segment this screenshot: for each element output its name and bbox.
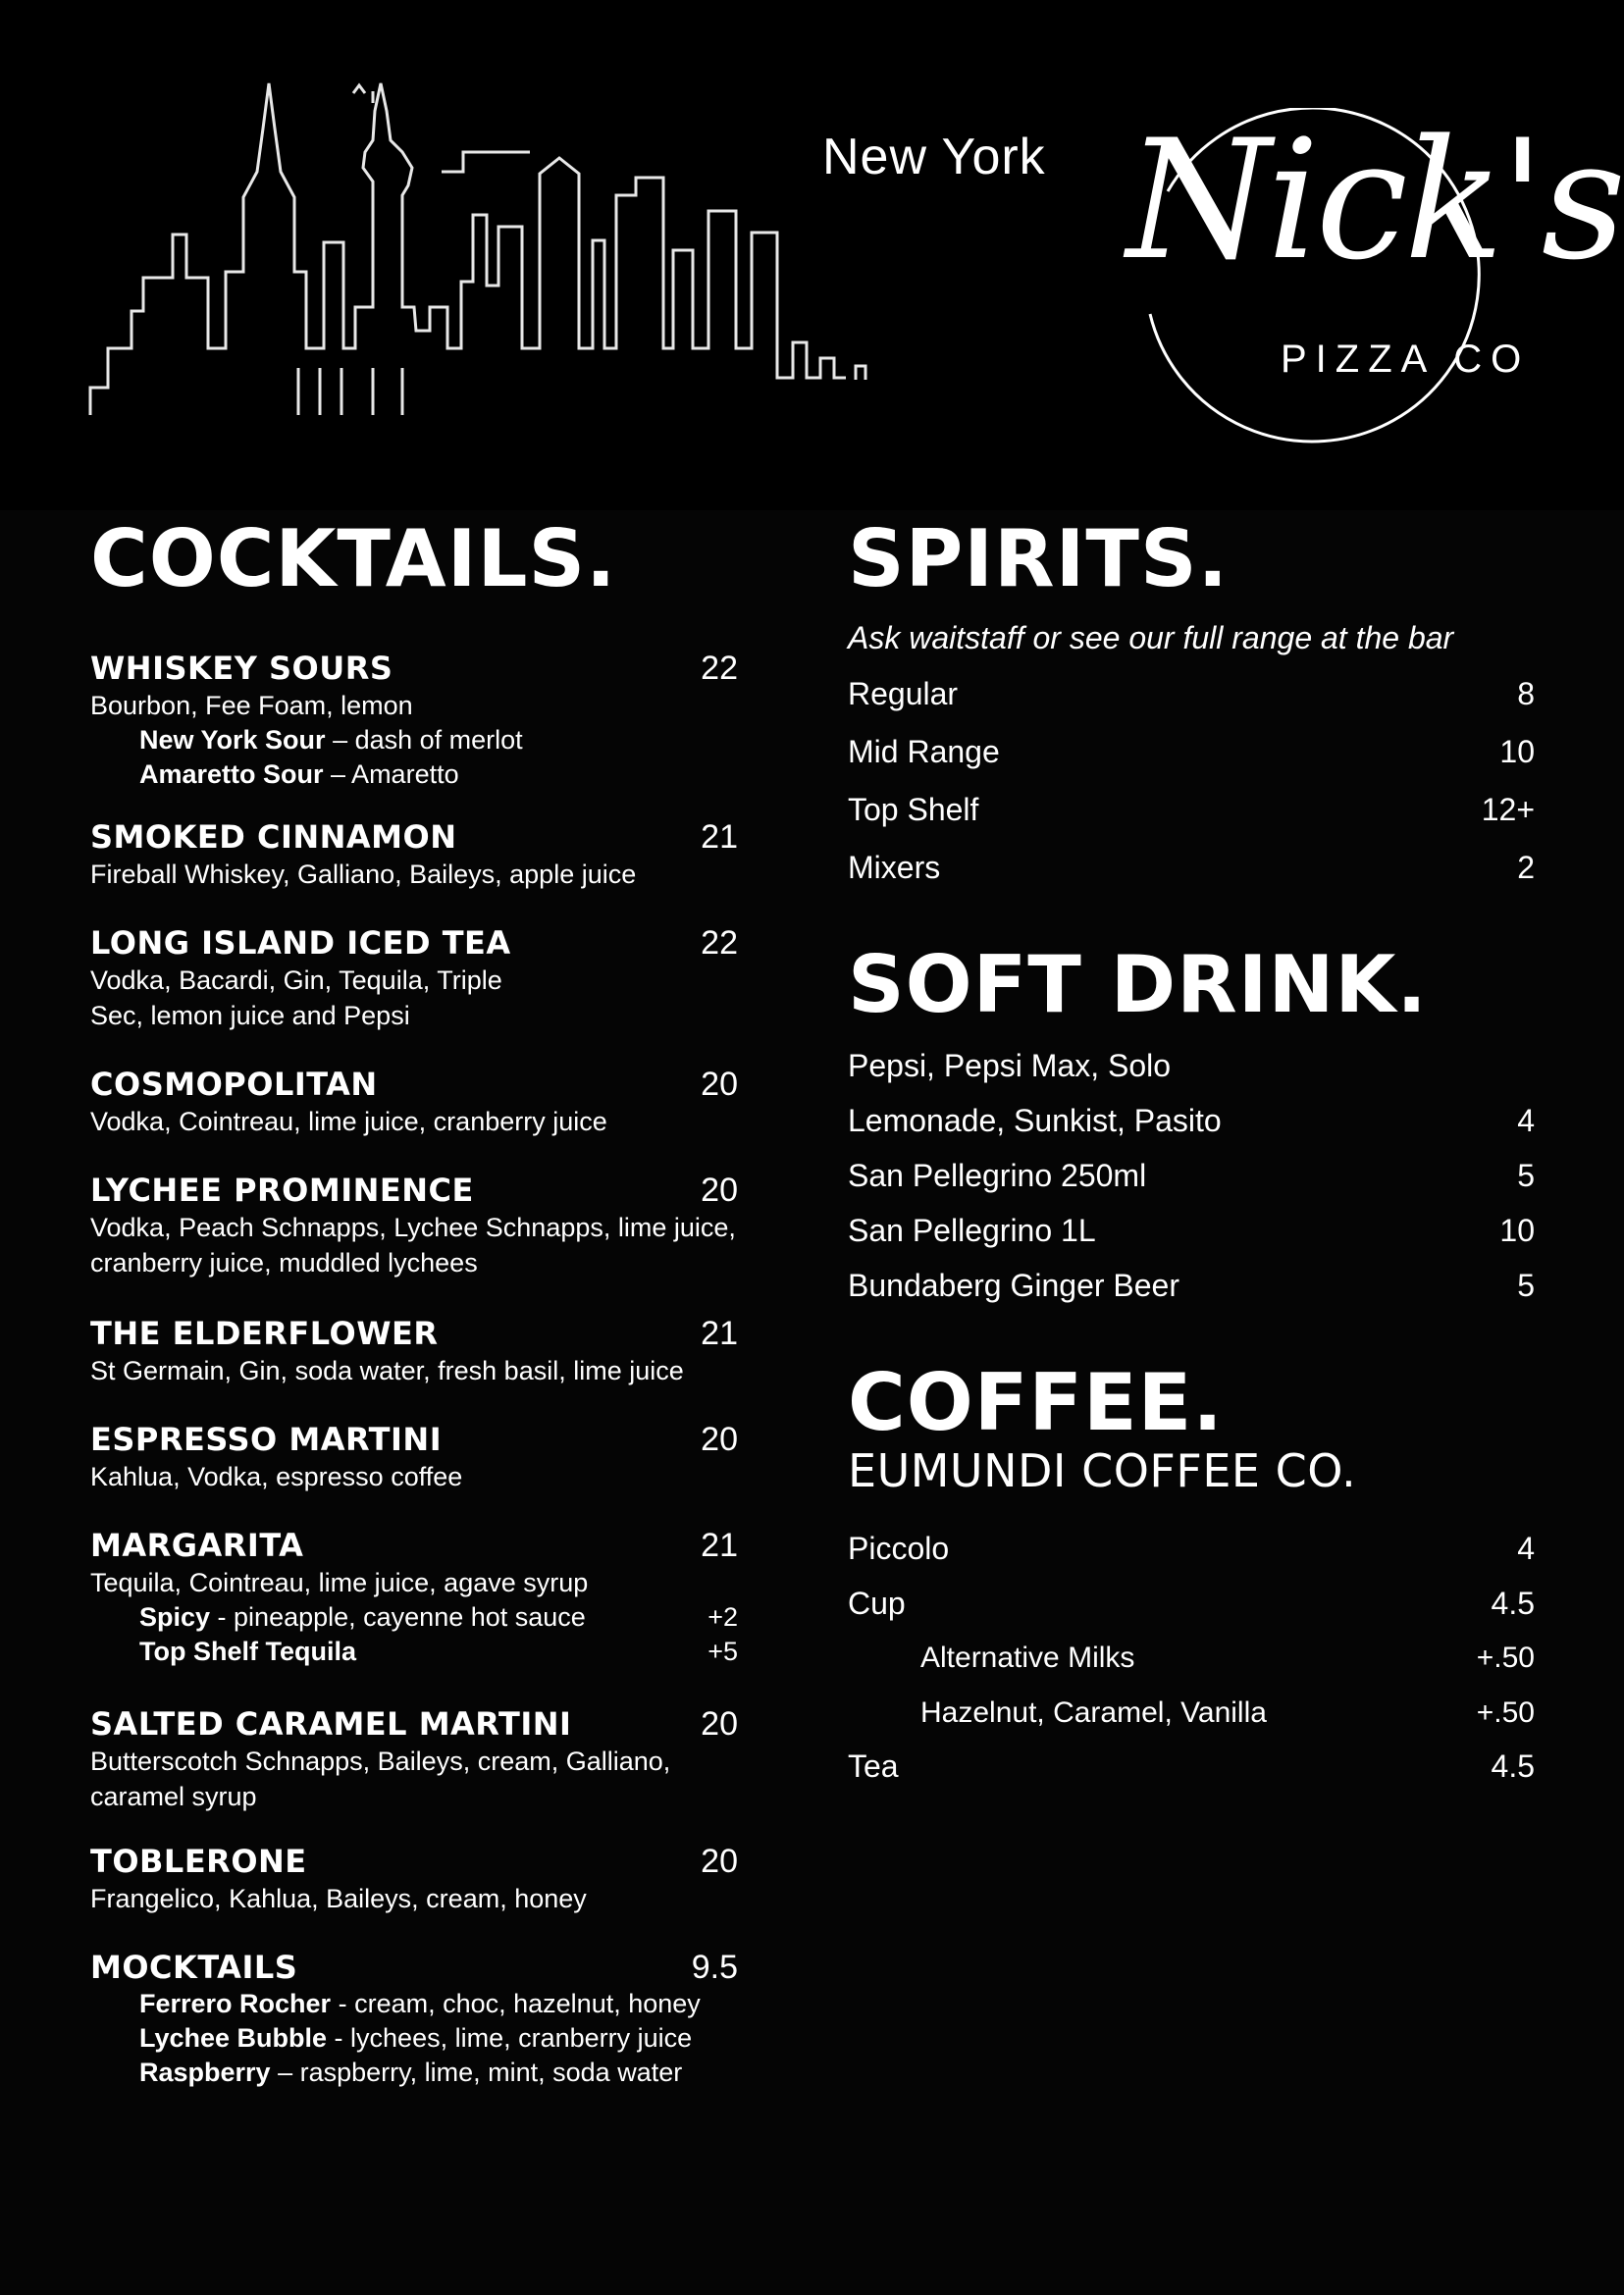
coffee-extra-price: +.50: [1476, 1642, 1535, 1674]
tea-price: 4.5: [1491, 1748, 1535, 1784]
cocktail-desc: Fireball Whiskey, Galliano, Baileys, apple juice: [90, 860, 637, 889]
cocktail-desc-line2: cranberry juice, muddled lychees: [90, 1248, 478, 1278]
cocktail-desc-line2: Sec, lemon juice and Pepsi: [90, 1001, 410, 1030]
cocktail-price: 20: [701, 1705, 738, 1743]
cocktail-variant: [90, 1600, 738, 1635]
tea-row: [848, 1741, 1535, 1792]
variant-name: Top Shelf Tequila: [139, 1637, 356, 1666]
spirits-price: 10: [1499, 734, 1535, 769]
variant-name: Lychee Bubble: [139, 2023, 328, 2053]
spirits-label: Regular: [848, 676, 959, 711]
cocktail-variant: [90, 1987, 738, 2021]
spirits-price: 12+: [1481, 792, 1535, 827]
cocktail-item: [90, 1421, 738, 1527]
cocktail-name: ESPRESSO MARTINI: [90, 1421, 443, 1458]
logo-script: Nick's: [1126, 104, 1623, 296]
cocktail-variant: [90, 1635, 738, 1669]
coffee-label: Piccolo: [848, 1531, 950, 1566]
cocktail-item: [90, 1705, 738, 1843]
soft-drink-label: Pepsi, Pepsi Max, Solo: [848, 1048, 1172, 1083]
soft-drink-label: San Pellegrino 250ml: [848, 1158, 1147, 1193]
soft-drink-row: [848, 1258, 1535, 1313]
coffee-extra-row: [848, 1631, 1535, 1686]
cocktail-price: 22: [701, 650, 738, 687]
cocktail-price: 20: [701, 1421, 738, 1458]
cocktail-price: 20: [701, 1066, 738, 1103]
cocktail-desc: Vodka, Cointreau, lime juice, cranberry juice: [90, 1107, 607, 1136]
cocktail-item: [90, 1843, 738, 1949]
variant-name: Ferrero Rocher: [139, 1989, 332, 2018]
soft-drink-price: 10: [1499, 1213, 1535, 1248]
coffee-extra-price: +.50: [1476, 1696, 1535, 1729]
cocktail-item: [90, 1066, 738, 1172]
soft-drink-label: Lemonade, Sunkist, Pasito: [848, 1103, 1222, 1138]
variant-name: Raspberry: [139, 2058, 271, 2087]
cocktail-variant: [90, 2056, 738, 2090]
cocktail-price: 20: [701, 1172, 738, 1209]
coffee-extra-label: Hazelnut, Caramel, Vanilla: [920, 1696, 1267, 1729]
soft-drink-row: [848, 1093, 1535, 1148]
cocktail-item: [90, 818, 738, 924]
cocktail-name: LYCHEE PROMINENCE: [90, 1172, 474, 1209]
spirits-label: Top Shelf: [848, 792, 979, 827]
new-york-skyline-icon: [79, 54, 1079, 437]
cocktail-item: [90, 1527, 738, 1705]
coffee-row: [848, 1576, 1535, 1631]
variant-name: Amaretto Sour: [139, 759, 324, 789]
cocktail-price: 21: [701, 1527, 738, 1564]
coffee-title: COFFEE.: [848, 1357, 1224, 1448]
soft-drink-title: SOFT DRINK.: [848, 939, 1428, 1030]
cocktail-desc-line2: caramel syrup: [90, 1782, 257, 1811]
coffee-subtitle: EUMUNDI COFFEE CO.: [848, 1444, 1357, 1497]
cocktail-price: 21: [701, 818, 738, 856]
cocktail-desc: Kahlua, Vodka, espresso coffee: [90, 1462, 463, 1491]
spirits-price: 8: [1517, 676, 1535, 711]
cocktail-name: MARGARITA: [90, 1527, 304, 1564]
soft-drink-price: 4: [1517, 1103, 1535, 1138]
city-label: New York: [822, 129, 1046, 185]
spirits-row: [848, 839, 1535, 897]
soft-drink-row: [848, 1203, 1535, 1258]
logo-subtitle: PIZZA CO: [1281, 338, 1531, 381]
spirits-note: Ask waitstaff or see our full range at the bar: [848, 620, 1454, 655]
spirits-row: [848, 723, 1535, 781]
variant-price: +5: [707, 1637, 738, 1666]
cocktail-variant: [90, 757, 738, 792]
cocktail-desc: Vodka, Bacardi, Gin, Tequila, Triple: [90, 965, 502, 995]
cocktail-name: TOBLERONE: [90, 1843, 307, 1880]
right-column: [848, 513, 1535, 1792]
cocktail-price: 22: [701, 924, 738, 962]
cocktail-desc: Butterscotch Schnapps, Baileys, cream, Galliano,: [90, 1747, 671, 1776]
cocktail-price: 20: [701, 1843, 738, 1880]
tea-label: Tea: [848, 1748, 899, 1784]
cocktail-name: THE ELDERFLOWER: [90, 1315, 439, 1352]
soft-drink-label: San Pellegrino 1L: [848, 1213, 1096, 1248]
coffee-price: 4: [1517, 1531, 1535, 1566]
coffee-extra-row: [848, 1686, 1535, 1741]
spirits-label: Mixers: [848, 850, 941, 885]
cocktail-item: [90, 650, 738, 818]
cocktail-name: SMOKED CINNAMON: [90, 818, 457, 856]
spirits-title: SPIRITS.: [848, 513, 1229, 604]
coffee-row: [848, 1521, 1535, 1576]
cocktails-section: [90, 513, 738, 2096]
cocktail-item: [90, 924, 738, 1066]
cocktail-name: LONG ISLAND ICED TEA: [90, 924, 511, 962]
variant-name: New York Sour: [139, 725, 326, 755]
cocktail-desc: Frangelico, Kahlua, Baileys, cream, honey: [90, 1884, 587, 1913]
cocktail-item: [90, 1172, 738, 1315]
cocktail-variant: [90, 2021, 738, 2056]
soft-drink-row: [848, 1148, 1535, 1203]
cocktail-desc: Bourbon, Fee Foam, lemon: [90, 691, 413, 720]
cocktail-item: [90, 1315, 738, 1421]
variant-desc: – Amaretto: [323, 759, 459, 789]
cocktails-title: COCKTAILS.: [90, 513, 617, 604]
cocktail-desc: St Germain, Gin, soda water, fresh basil, lime juice: [90, 1356, 684, 1385]
cocktail-name: WHISKEY SOURS: [90, 650, 393, 687]
soft-drink-label: Bundaberg Ginger Beer: [848, 1268, 1179, 1303]
variant-desc: - pineapple, cayenne hot sauce: [210, 1602, 586, 1632]
cocktail-variant: [90, 723, 738, 757]
coffee-extra-label: Alternative Milks: [920, 1642, 1135, 1674]
cocktail-name: COSMOPOLITAN: [90, 1066, 378, 1103]
soft-drink-price: 5: [1517, 1158, 1535, 1193]
cocktail-name: SALTED CARAMEL MARTINI: [90, 1705, 572, 1743]
spirits-price: 2: [1517, 850, 1535, 885]
cocktail-price: 9.5: [691, 1949, 738, 1986]
coffee-price: 4.5: [1491, 1586, 1535, 1621]
spirits-row: [848, 781, 1535, 839]
variant-desc: - lychees, lime, cranberry juice: [327, 2023, 693, 2053]
variant-price: +2: [707, 1602, 738, 1632]
menu-header: [0, 0, 1624, 510]
coffee-label: Cup: [848, 1586, 906, 1621]
cocktail-price: 21: [701, 1315, 738, 1352]
variant-desc: – dash of merlot: [325, 725, 523, 755]
cocktail-desc: Tequila, Cointreau, lime juice, agave syrup: [90, 1568, 589, 1597]
spirits-label: Mid Range: [848, 734, 1000, 769]
variant-desc: – raspberry, lime, mint, soda water: [270, 2058, 683, 2087]
soft-drink-row: [848, 1038, 1535, 1093]
spirits-row: [848, 665, 1535, 723]
variant-desc: - cream, choc, hazelnut, honey: [331, 1989, 701, 2018]
variant-name: Spicy: [139, 1602, 211, 1632]
soft-drink-price: 5: [1517, 1268, 1535, 1303]
cocktail-name: MOCKTAILS: [90, 1949, 298, 1986]
cocktail-desc: Vodka, Peach Schnapps, Lychee Schnapps, lime juice,: [90, 1213, 736, 1242]
cocktail-item: [90, 1949, 738, 2096]
